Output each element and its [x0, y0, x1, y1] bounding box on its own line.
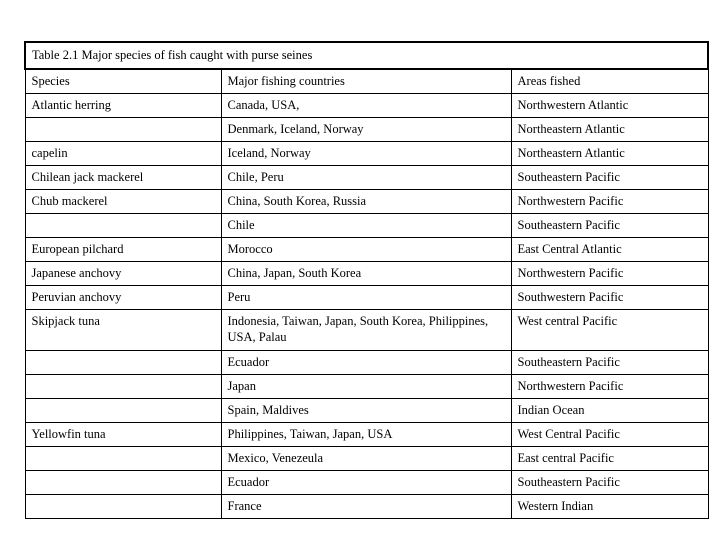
table-row	[25, 495, 708, 519]
cell-areas: Southeastern Pacific	[511, 471, 708, 495]
cell-areas: West Central Pacific	[511, 423, 708, 447]
cell-countries: Japan	[221, 375, 511, 399]
cell-species: capelin	[25, 142, 221, 166]
cell-countries: Peru	[221, 286, 511, 310]
table-row	[25, 310, 708, 351]
table-header-row	[25, 69, 708, 94]
table-row	[25, 214, 708, 238]
cell-countries: Indonesia, Taiwan, Japan, South Korea, Philippines, USA, Palau	[221, 310, 511, 351]
cell-countries: China, South Korea, Russia	[221, 190, 511, 214]
cell-areas: Southwestern Pacific	[511, 286, 708, 310]
cell-species	[25, 118, 221, 142]
cell-species	[25, 495, 221, 519]
cell-countries: Iceland, Norway	[221, 142, 511, 166]
fish-species-table	[24, 41, 709, 519]
cell-species: Atlantic herring	[25, 94, 221, 118]
cell-countries: Ecuador	[221, 471, 511, 495]
table-row	[25, 399, 708, 423]
cell-species: Skipjack tuna	[25, 310, 221, 351]
table-row	[25, 447, 708, 471]
cell-countries: China, Japan, South Korea	[221, 262, 511, 286]
cell-countries: Ecuador	[221, 351, 511, 375]
cell-countries: Chile	[221, 214, 511, 238]
cell-countries: Mexico, Venezeula	[221, 447, 511, 471]
cell-species: Chilean jack mackerel	[25, 166, 221, 190]
cell-areas: Indian Ocean	[511, 399, 708, 423]
cell-countries: Denmark, Iceland, Norway	[221, 118, 511, 142]
header-countries: Major fishing countries	[221, 69, 511, 94]
cell-species	[25, 399, 221, 423]
cell-species: Japanese anchovy	[25, 262, 221, 286]
cell-areas: Northeastern Atlantic	[511, 118, 708, 142]
table-row	[25, 166, 708, 190]
table-row	[25, 238, 708, 262]
cell-species	[25, 375, 221, 399]
cell-areas: West central Pacific	[511, 310, 708, 351]
cell-areas: Southeastern Pacific	[511, 351, 708, 375]
table-row	[25, 142, 708, 166]
cell-species: Yellowfin tuna	[25, 423, 221, 447]
cell-species: European pilchard	[25, 238, 221, 262]
table-caption-row	[25, 42, 708, 69]
cell-countries: Spain, Maldives	[221, 399, 511, 423]
cell-species	[25, 471, 221, 495]
cell-species	[25, 447, 221, 471]
table-row	[25, 118, 708, 142]
cell-areas: East central Pacific	[511, 447, 708, 471]
cell-species	[25, 214, 221, 238]
header-species: Species	[25, 69, 221, 94]
table-row	[25, 94, 708, 118]
table-row	[25, 286, 708, 310]
cell-areas: Western Indian	[511, 495, 708, 519]
cell-areas: Northwestern Atlantic	[511, 94, 708, 118]
cell-areas: Northwestern Pacific	[511, 375, 708, 399]
cell-species: Peruvian anchovy	[25, 286, 221, 310]
cell-areas: Northwestern Pacific	[511, 190, 708, 214]
cell-countries: Morocco	[221, 238, 511, 262]
table-caption: Table 2.1 Major species of fish caught with purse seines	[25, 42, 708, 69]
table-row	[25, 375, 708, 399]
cell-countries: Chile, Peru	[221, 166, 511, 190]
cell-countries: Philippines, Taiwan, Japan, USA	[221, 423, 511, 447]
cell-areas: Southeastern Pacific	[511, 214, 708, 238]
cell-areas: Northwestern Pacific	[511, 262, 708, 286]
cell-areas: Northeastern Atlantic	[511, 142, 708, 166]
cell-areas: East Central Atlantic	[511, 238, 708, 262]
cell-countries: Canada, USA,	[221, 94, 511, 118]
header-areas: Areas fished	[511, 69, 708, 94]
table-row	[25, 423, 708, 447]
table-row	[25, 471, 708, 495]
table-row	[25, 351, 708, 375]
cell-areas: Southeastern Pacific	[511, 166, 708, 190]
cell-species: Chub mackerel	[25, 190, 221, 214]
cell-species	[25, 351, 221, 375]
cell-countries: France	[221, 495, 511, 519]
table-row	[25, 190, 708, 214]
table-row	[25, 262, 708, 286]
